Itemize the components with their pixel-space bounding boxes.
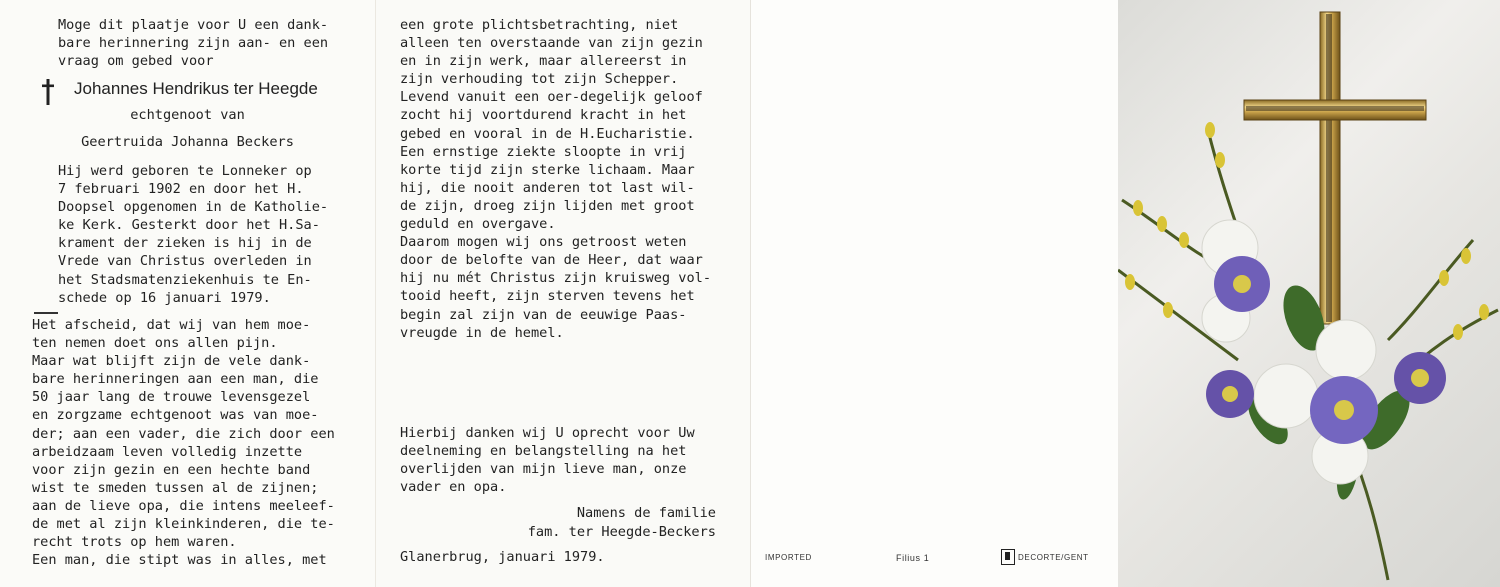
cross-with-flowers-image xyxy=(1118,0,1500,587)
card-panel-middle xyxy=(375,0,750,587)
thanks-paragraph: Hierbij danken wij U oprecht voor Uw deelneming en belangstelling na het overlijden van mijn lieve man, onze vader en opa. xyxy=(400,425,695,496)
family-signature: Namens de familie fam. ter Heegde-Beckers xyxy=(527,505,716,540)
place-date: Glanerbrug, januari 1979. xyxy=(400,549,605,565)
farewell-paragraph: Het afscheid, dat wij van hem moe- ten nemen doet ons allen pijn. Maar wat blijft zijn de vele dank- bare herinneringen aan een man, die 50 jaar lang de trouwe levensgezel en zorgzame echtgenoot was van moe- der; aan een vader, die zich door een arbeidzaam leven volledig inzette voor zijn gezin en een hechte band wist te smeden tussen al de zijnen; aan de lieve opa, die intens meeleef- de met al zijn kleinkinderen, die te- recht trots op hem waren. Een man, die stipt was in alles, met xyxy=(32,317,335,569)
decorte-logo-icon xyxy=(1001,549,1015,565)
birth-paragraph: Hij werd geboren te Lonneker op 7 februari 1902 en door het H. Doopsel opgenomen in de Katholie- ke Kerk. Gesterkt door het H.Sa- krament der zieken is hij in de Vrede van Christus overleden in het Stadsmatenziekenhuis te En- schede op 16 januari 1979. xyxy=(58,163,329,306)
flower-stems xyxy=(1118,130,1498,580)
card-panel-left xyxy=(0,0,375,587)
character-paragraph: een grote plichtsbetrachting, niet alleen ten overstaande van zijn gezin en in zijn werk, maar allereerst in zijn verhouding tot zijn Schepper. Levend vanuit een oer-degelijk geloof zocht hij voortdurend kracht in het gebed en vooral in de H.Eucharistie. Een ernstige ziekte sloopte in vrij korte tijd zijn sterke lichaam. Maar hij, die nooit anderen tot last wil- de zijn, droeg zijn lijden met groot geduld en overgave. Daarom mogen wij ons getroost weten door de belofte van de Heer, dat waar hij nu mét Christus zijn kruisweg vol- tooid heeft, zijn sterven tevens het begin zal zijn van de eeuwige Paas- vreugde in de hemel. xyxy=(400,17,711,341)
publisher-label: DECORTE/GENT xyxy=(1018,553,1089,562)
series-label: Filius 1 xyxy=(896,553,930,563)
relation-label: echtgenoot van xyxy=(130,107,245,123)
divider xyxy=(34,312,58,314)
imported-label: IMPORTED xyxy=(765,553,812,562)
spouse-name: Geertruida Johanna Beckers xyxy=(81,134,294,150)
intro-text: Moge dit plaatje voor U een dank- bare herinnering zijn aan- en een vraag om gebed voor xyxy=(58,17,329,70)
card-panel-picture xyxy=(1118,0,1500,587)
gold-cross-icon xyxy=(1244,12,1426,324)
latin-cross-icon xyxy=(40,78,56,106)
card-panel-back xyxy=(750,0,1118,587)
deceased-name: Johannes Hendrikus ter Heegde xyxy=(74,79,318,98)
